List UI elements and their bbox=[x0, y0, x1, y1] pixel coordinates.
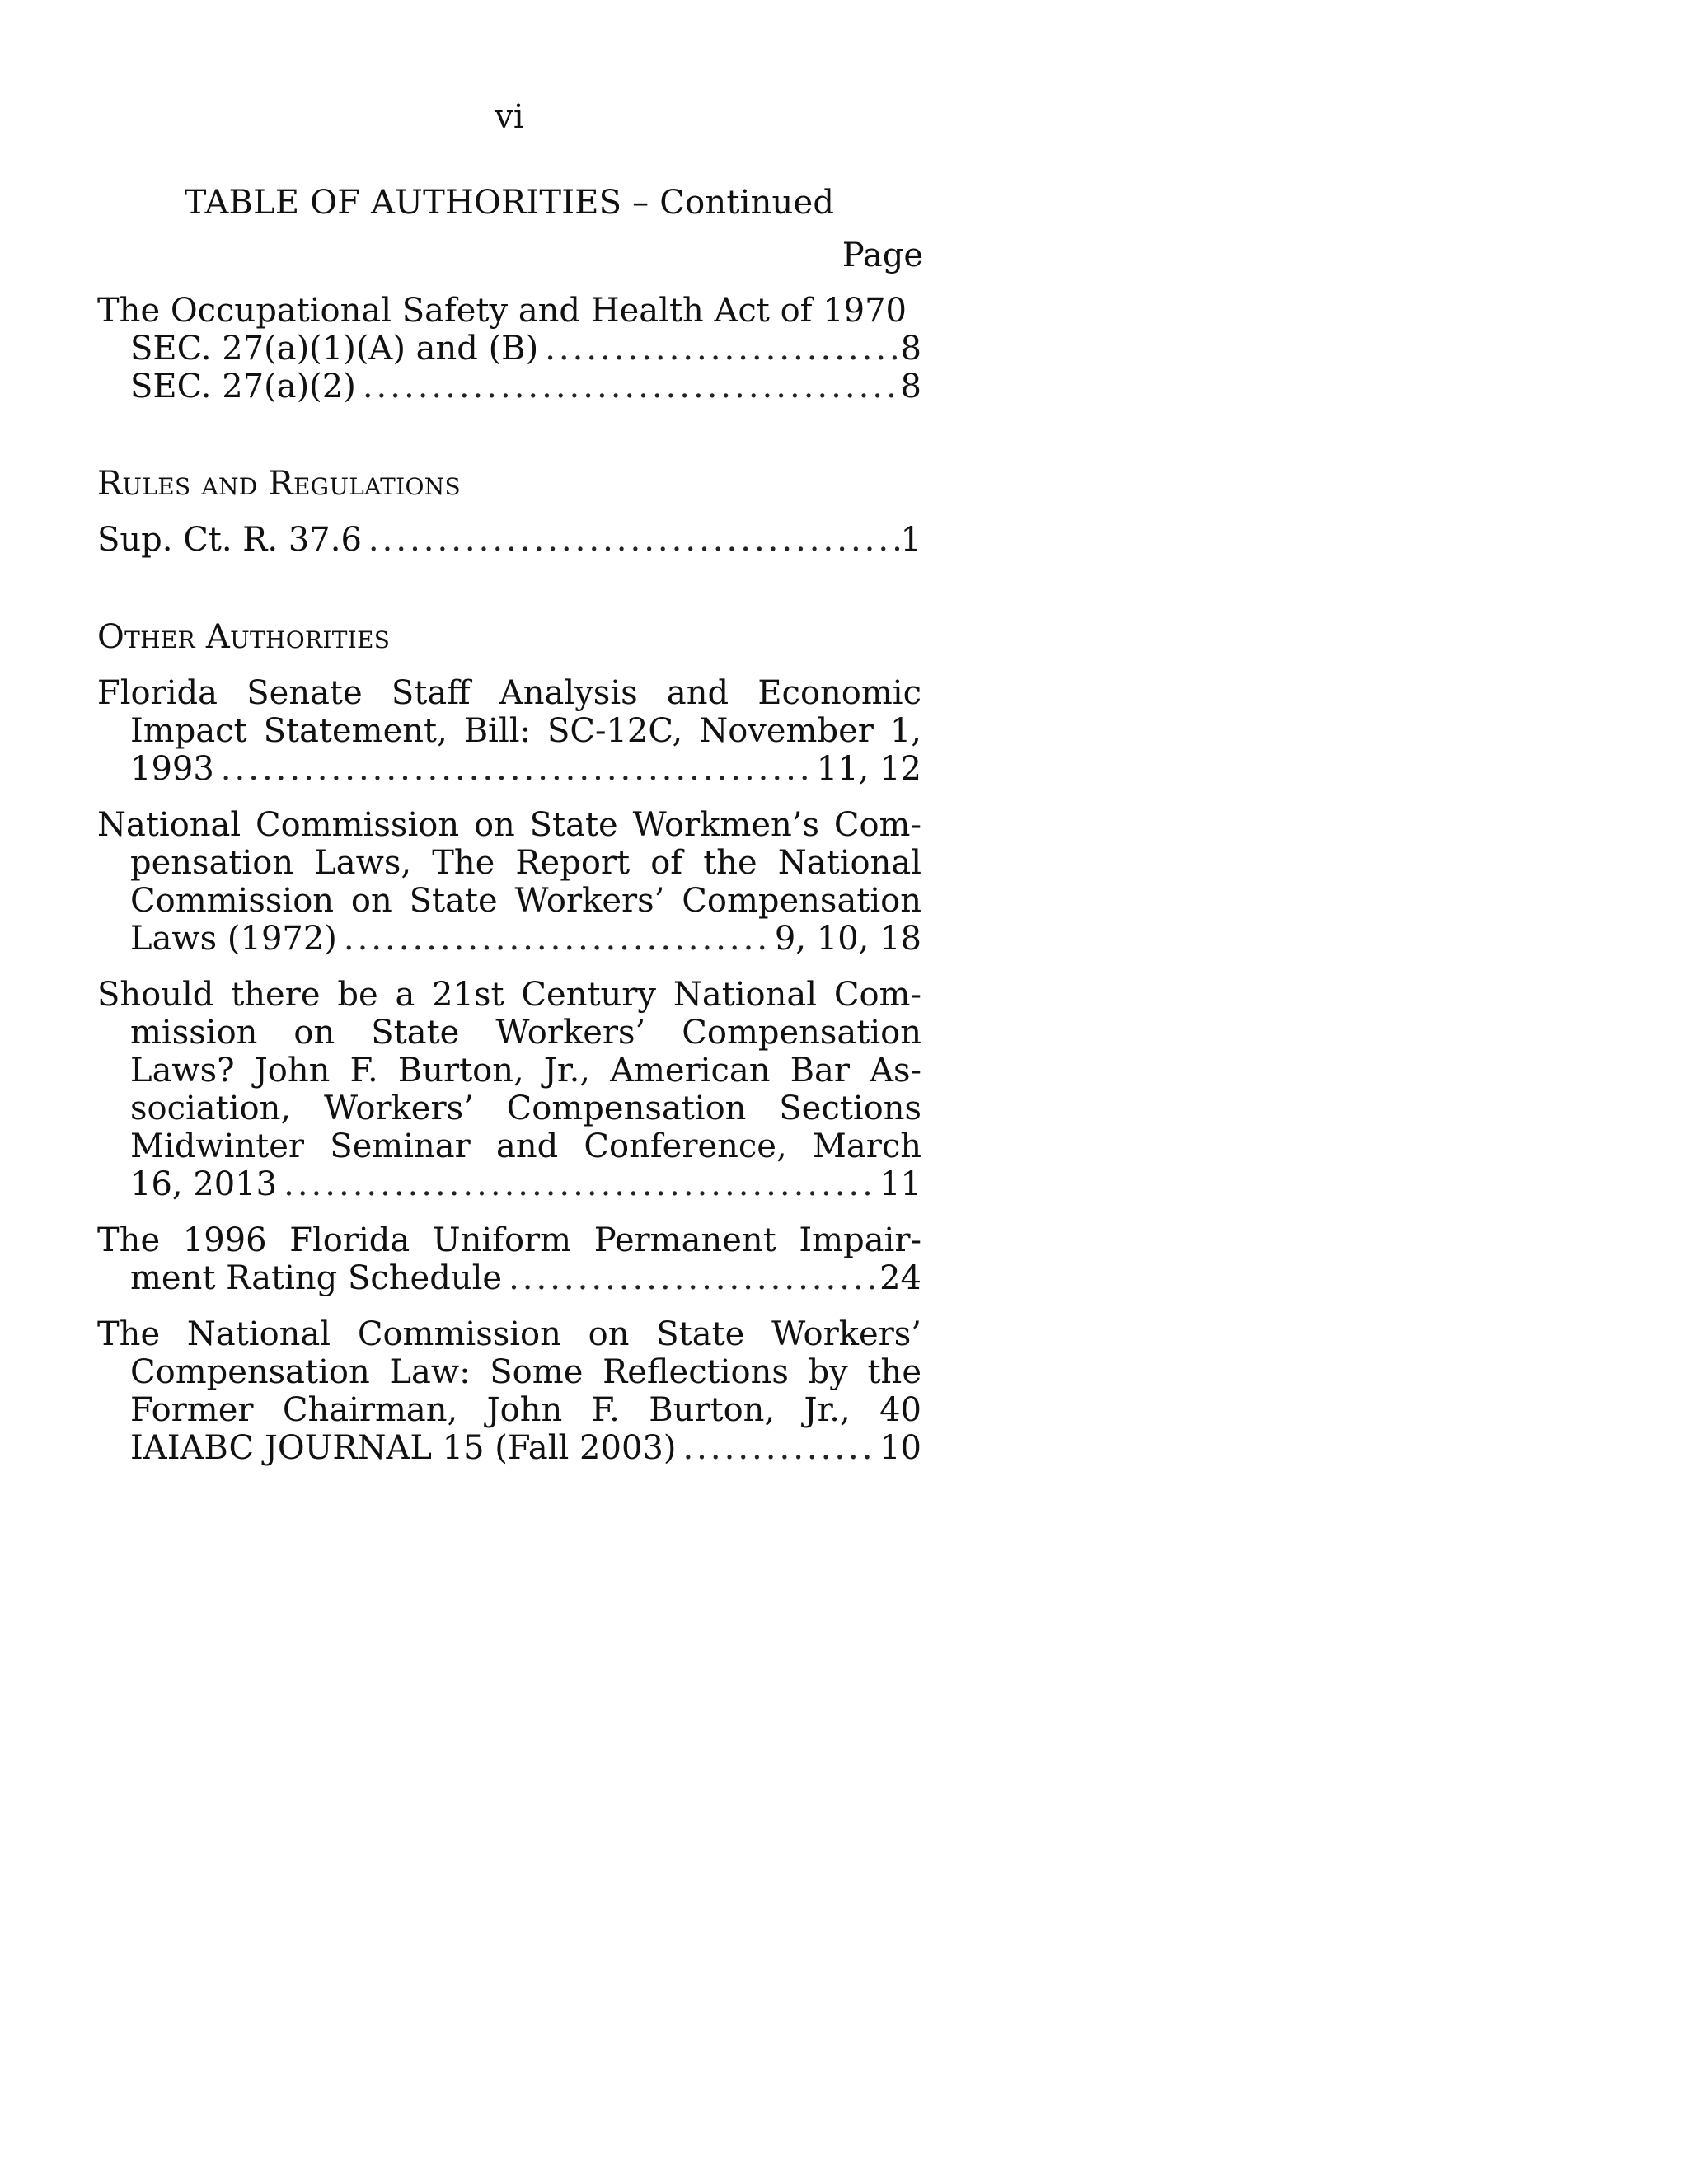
dot-leader bbox=[682, 1429, 878, 1467]
statute-item bbox=[97, 368, 921, 405]
statute-item-pages: 8 bbox=[900, 330, 921, 368]
rules-item-pages: 1 bbox=[900, 521, 921, 559]
authority-entry bbox=[97, 976, 921, 1203]
entry-line: The National Commission on State Workers’ bbox=[97, 1315, 921, 1353]
entry-pages: 10 bbox=[879, 1429, 921, 1467]
page-number: vi bbox=[495, 98, 524, 136]
other-section-heading: Other Authorities bbox=[97, 618, 391, 656]
entry-line: Midwinter Seminar and Conference, March bbox=[130, 1127, 921, 1165]
entry-line: Former Chairman, John F. Burton, Jr., 40 bbox=[130, 1391, 921, 1429]
page-column-label: Page bbox=[842, 237, 923, 274]
entry-last-line bbox=[97, 750, 921, 788]
entry-line: Compensation Law: Some Reflections by the bbox=[130, 1353, 921, 1391]
authority-entry bbox=[97, 806, 921, 958]
rules-item-label: Sup. Ct. R. 37.6 bbox=[97, 521, 362, 559]
entry-last-line bbox=[97, 1429, 921, 1467]
dot-leader bbox=[363, 368, 899, 405]
rules-item bbox=[97, 521, 921, 559]
entry-last-line bbox=[97, 1259, 921, 1297]
entry-pages: 9, 10, 18 bbox=[774, 920, 921, 958]
authority-entry bbox=[97, 674, 921, 788]
dot-leader bbox=[509, 1259, 878, 1297]
entry-last-label: ment Rating Schedule bbox=[130, 1259, 503, 1297]
statute-block bbox=[97, 292, 921, 405]
entry-line: sociation, Workers’ Compensation Sections bbox=[130, 1090, 921, 1127]
entry-line: pensation Laws, The Report of the National bbox=[130, 844, 921, 882]
rules-section-heading: Rules and Regulations bbox=[97, 465, 462, 503]
entry-line: National Commission on State Workmen’s Com- bbox=[97, 806, 921, 844]
entry-line: Laws? John F. Burton, Jr., American Bar As- bbox=[130, 1052, 921, 1090]
entry-pages: 11, 12 bbox=[816, 750, 921, 788]
statute-item-label: SEC. 27(a)(2) bbox=[130, 368, 356, 405]
statute-item bbox=[97, 330, 921, 368]
dot-leader bbox=[284, 1165, 878, 1203]
entry-last-label: 1993 bbox=[130, 750, 214, 788]
entry-last-label: IAIABC JOURNAL 15 (Fall 2003) bbox=[130, 1429, 677, 1467]
statute-title: The Occupational Safety and Health Act of 1970 bbox=[97, 292, 907, 330]
statute-item-pages: 8 bbox=[900, 368, 921, 405]
rules-section bbox=[97, 465, 921, 559]
entry-line: mission on State Workers’ Compensation bbox=[130, 1014, 921, 1052]
statute-item-label: SEC. 27(a)(1)(A) and (B) bbox=[130, 330, 539, 368]
entry-line: Impact Statement, Bill: SC-12C, November 1, bbox=[130, 712, 921, 750]
dot-leader bbox=[344, 920, 773, 958]
dot-leader bbox=[545, 330, 898, 368]
entry-last-line bbox=[97, 920, 921, 958]
table-of-authorities bbox=[97, 292, 921, 1467]
entry-line: The 1996 Florida Uniform Permanent Impair- bbox=[97, 1221, 921, 1259]
entry-pages: 11 bbox=[879, 1165, 921, 1203]
dot-leader bbox=[221, 750, 815, 788]
page-heading: TABLE OF AUTHORITIES – Continued bbox=[184, 184, 835, 222]
authority-entry bbox=[97, 1315, 921, 1467]
entry-line: Should there be a 21st Century National Com- bbox=[97, 976, 921, 1014]
authority-entry bbox=[97, 1221, 921, 1297]
other-authorities-section bbox=[97, 618, 921, 1467]
entry-last-label: 16, 2013 bbox=[130, 1165, 278, 1203]
dot-leader bbox=[368, 521, 899, 559]
entry-last-label: Laws (1972) bbox=[130, 920, 337, 958]
entry-last-line bbox=[97, 1165, 921, 1203]
entry-line: Florida Senate Staff Analysis and Economic bbox=[97, 674, 921, 712]
entry-line: Commission on State Workers’ Compensation bbox=[130, 882, 921, 920]
entry-pages: 24 bbox=[879, 1259, 921, 1297]
